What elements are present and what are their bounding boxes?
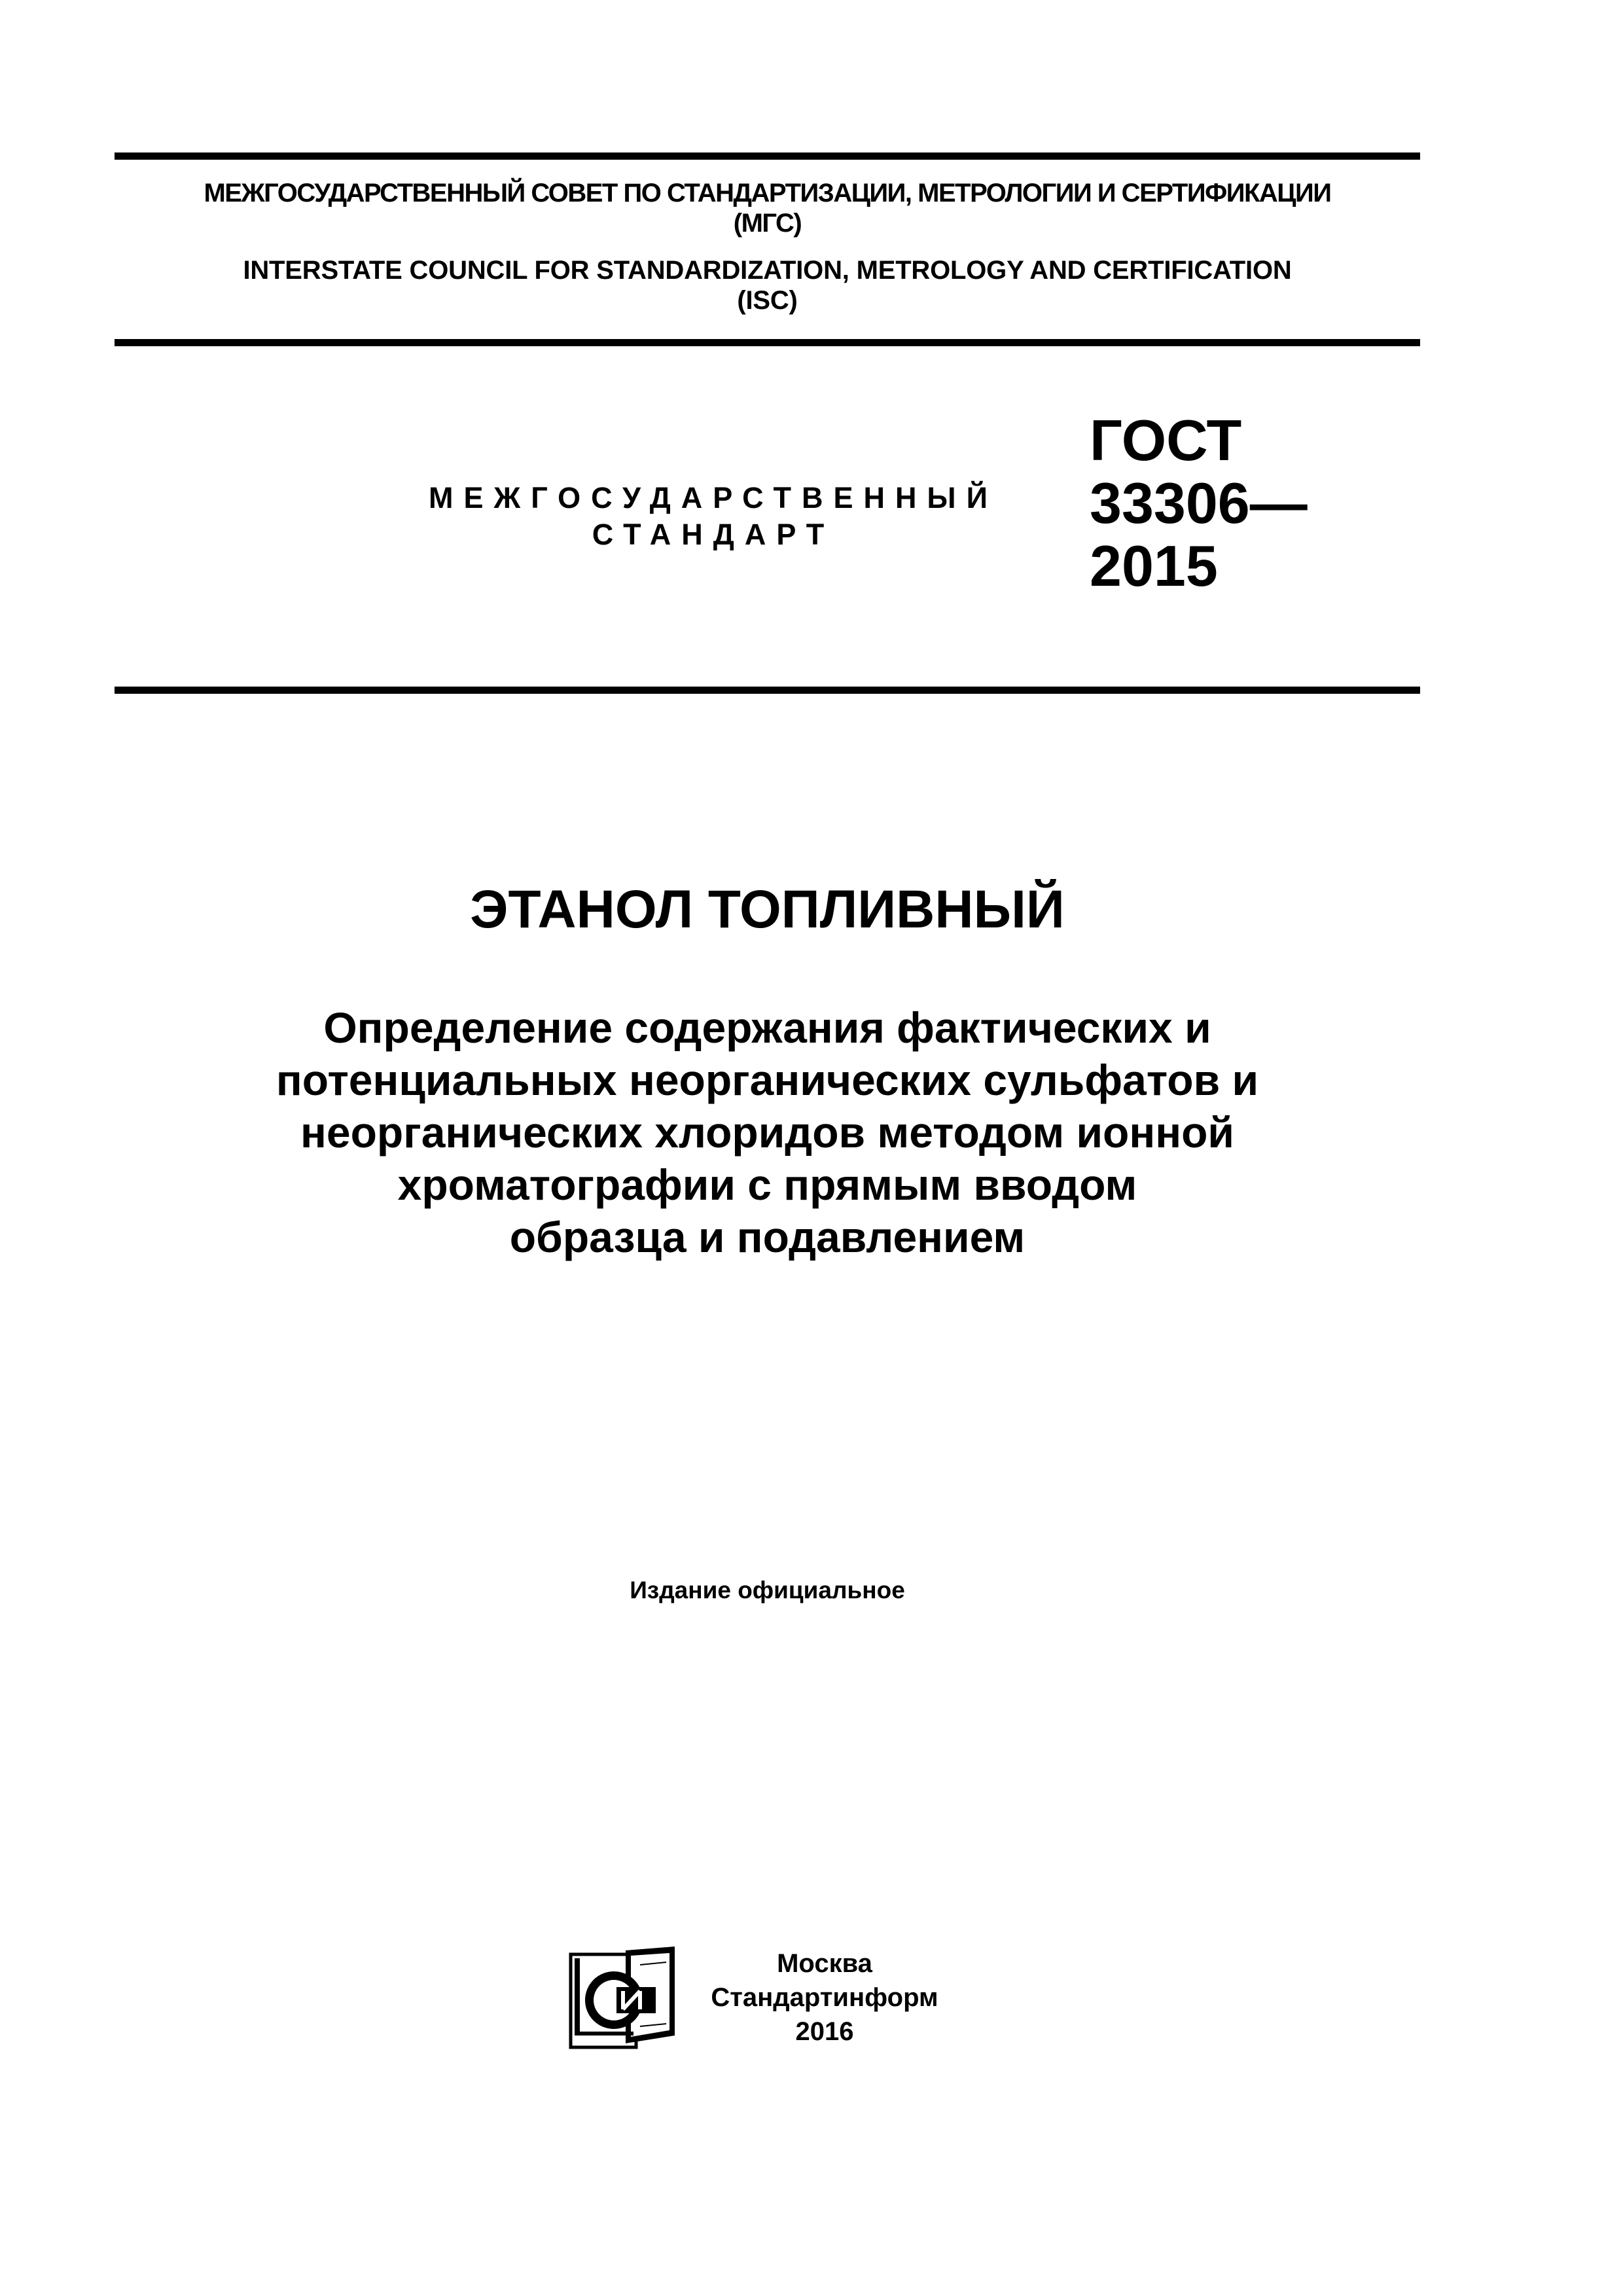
- standard-type: [399, 480, 1027, 553]
- standard-type-line: СТАНДАРТ: [592, 518, 835, 551]
- subtitle-line: хроматографии с прямым вводом: [397, 1160, 1137, 1209]
- standard-code-year: 2015: [1090, 533, 1218, 598]
- standard-type-line: МЕЖГОСУДАРСТВЕННЫЙ: [429, 481, 998, 514]
- top-rule: [115, 152, 1420, 160]
- council-abbr-ru: (МГС): [733, 209, 802, 238]
- document-title: ЭТАНОЛ ТОПЛИВНЫЙ: [470, 880, 1065, 939]
- council-abbr-en: (ISC): [737, 286, 798, 315]
- edition-note: Издание официальное: [630, 1577, 905, 1604]
- designation-bottom-rule: [115, 687, 1420, 694]
- header-bottom-rule: [115, 339, 1420, 346]
- standard-code-number: 33306—: [1090, 471, 1308, 535]
- publisher-year: 2016: [795, 2017, 854, 2046]
- publisher-info: [654, 1946, 995, 2049]
- council-name-en: [115, 255, 1420, 315]
- subtitle-line: неорганических хлоридов методом ионной: [300, 1108, 1234, 1157]
- publisher-name: Стандартинформ: [711, 1983, 938, 2012]
- standard-code: [1090, 409, 1308, 598]
- publisher-city: Москва: [777, 1949, 872, 1978]
- standard-code-prefix: ГОСТ: [1090, 408, 1242, 473]
- council-name-ru: [115, 178, 1420, 238]
- council-name-ru-line: МЕЖГОСУДАРСТВЕННЫЙ СОВЕТ ПО СТАНДАРТИЗАЦИИ, МЕТРОЛОГИИ И СЕРТИФИКАЦИИ: [204, 179, 1331, 207]
- subtitle-line: Определение содержания фактических и: [323, 1003, 1211, 1052]
- subtitle-line: потенциальных неорганических сульфатов и: [276, 1056, 1259, 1104]
- document-subtitle: [196, 1001, 1338, 1263]
- subtitle-line: образца и подавлением: [509, 1213, 1026, 1261]
- council-name-en-line: INTERSTATE COUNCIL FOR STANDARDIZATION, METROLOGY AND CERTIFICATION: [243, 256, 1292, 285]
